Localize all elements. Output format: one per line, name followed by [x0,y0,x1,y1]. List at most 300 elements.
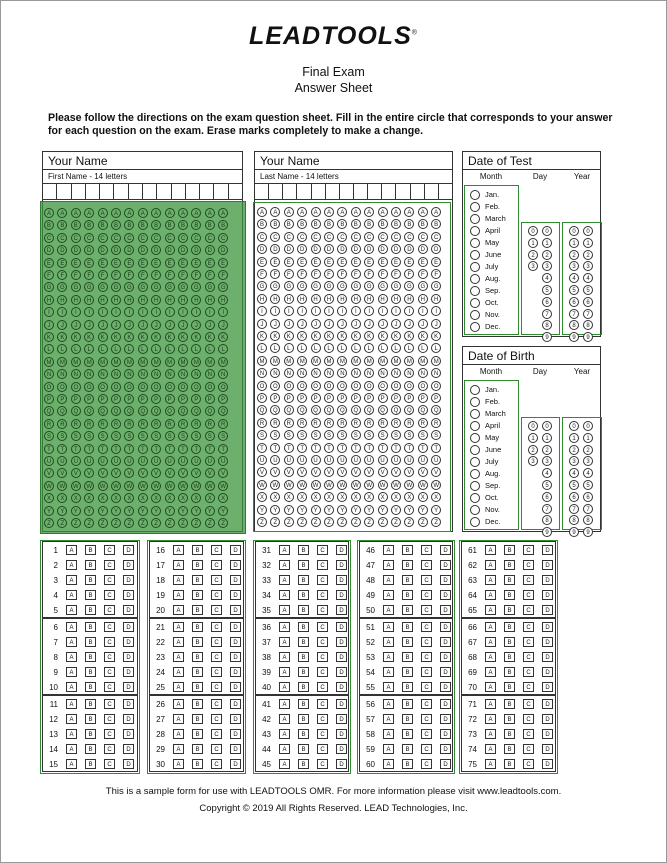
letter-bubble[interactable]: F [270,269,280,279]
letter-bubble[interactable]: Q [151,406,161,416]
answer-choice[interactable]: B [85,729,96,739]
letter-bubble[interactable]: B [311,219,321,229]
letter-bubble[interactable]: N [178,369,188,379]
answer-choice[interactable]: D [440,667,451,677]
letter-bubble[interactable]: A [111,208,121,218]
month-bubble[interactable] [470,214,480,224]
letter-bubble[interactable]: I [57,307,67,317]
letter-bubble[interactable]: M [337,356,347,366]
answer-choice[interactable]: D [336,759,347,769]
answer-choice[interactable]: C [317,590,328,600]
digit-bubble[interactable]: 9 [583,527,593,537]
letter-bubble[interactable]: K [270,331,280,341]
letter-bubble[interactable]: N [364,368,374,378]
letter-bubble[interactable]: U [391,455,401,465]
digit-bubble[interactable]: 2 [583,445,593,455]
letter-bubble[interactable]: Y [138,506,148,516]
letter-bubble[interactable]: Y [337,505,347,515]
letter-bubble[interactable]: T [191,444,201,454]
letter-bubble[interactable]: S [44,431,54,441]
letter-bubble[interactable]: E [418,257,428,267]
letter-bubble[interactable]: J [378,319,388,329]
letter-bubble[interactable]: Z [257,517,267,527]
answer-choice[interactable]: B [192,545,203,555]
letter-bubble[interactable]: V [404,467,414,477]
answer-choice[interactable]: B [85,575,96,585]
answer-choice[interactable]: A [485,744,496,754]
letter-bubble[interactable]: Z [324,517,334,527]
letter-bubble[interactable]: S [364,430,374,440]
letter-bubble[interactable]: S [57,431,67,441]
answer-choice[interactable]: B [402,575,413,585]
answer-choice[interactable]: D [336,667,347,677]
answer-choice[interactable]: B [85,545,96,555]
letter-bubble[interactable]: L [124,344,134,354]
answer-choice[interactable]: B [85,667,96,677]
letter-cell[interactable] [186,184,200,199]
letter-bubble[interactable]: K [218,332,228,342]
answer-choice[interactable]: A [485,545,496,555]
letter-bubble[interactable]: H [391,294,401,304]
letter-bubble[interactable]: F [284,269,294,279]
answer-choice[interactable]: C [104,575,115,585]
letter-bubble[interactable]: J [191,320,201,330]
letter-bubble[interactable]: S [418,430,428,440]
letter-bubble[interactable]: D [364,244,374,254]
letter-bubble[interactable]: F [111,270,121,280]
answer-choice[interactable]: D [123,575,134,585]
letter-bubble[interactable]: A [191,208,201,218]
letter-bubble[interactable]: K [297,331,307,341]
answer-choice[interactable]: B [192,560,203,570]
letter-bubble[interactable]: P [337,393,347,403]
answer-choice[interactable]: C [211,667,222,677]
letter-bubble[interactable]: O [205,382,215,392]
answer-choice[interactable]: B [192,729,203,739]
letter-bubble[interactable]: O [151,382,161,392]
letter-bubble[interactable]: P [364,393,374,403]
letter-cell[interactable] [439,184,452,199]
answer-choice[interactable]: A [383,667,394,677]
letter-bubble[interactable]: M [351,356,361,366]
letter-bubble[interactable]: E [191,258,201,268]
letter-bubble[interactable]: W [418,480,428,490]
answer-choice[interactable]: B [504,759,515,769]
letter-bubble[interactable]: U [311,455,321,465]
letter-bubble[interactable]: C [44,233,54,243]
answer-choice[interactable]: B [192,575,203,585]
letter-bubble[interactable]: R [111,419,121,429]
letter-bubble[interactable]: H [84,295,94,305]
letter-bubble[interactable]: Y [431,505,441,515]
test-month-column[interactable] [464,185,519,335]
letter-bubble[interactable]: E [218,258,228,268]
letter-bubble[interactable]: N [124,369,134,379]
letter-bubble[interactable]: I [178,307,188,317]
answer-choice[interactable]: C [317,759,328,769]
letter-bubble[interactable]: Z [297,517,307,527]
letter-bubble[interactable]: N [351,368,361,378]
letter-bubble[interactable]: X [418,492,428,502]
letter-bubble[interactable]: O [404,381,414,391]
answer-choice[interactable]: A [383,729,394,739]
answer-choice[interactable]: A [66,682,77,692]
letter-bubble[interactable]: N [71,369,81,379]
letter-bubble[interactable]: G [124,282,134,292]
letter-bubble[interactable]: J [431,319,441,329]
letter-bubble[interactable]: F [418,269,428,279]
answer-choice[interactable]: B [85,590,96,600]
letter-bubble[interactable]: E [284,257,294,267]
letter-bubble[interactable]: A [431,207,441,217]
letter-bubble[interactable]: D [257,244,267,254]
answer-choice[interactable]: B [192,744,203,754]
answer-choice[interactable]: D [123,622,134,632]
answer-choice[interactable]: B [504,605,515,615]
letter-bubble[interactable]: F [431,269,441,279]
letter-bubble[interactable]: F [84,270,94,280]
letter-bubble[interactable]: K [71,332,81,342]
letter-bubble[interactable]: R [138,419,148,429]
letter-bubble[interactable]: I [324,306,334,316]
letter-bubble[interactable]: V [205,468,215,478]
letter-cell[interactable] [396,184,410,199]
letter-bubble[interactable]: E [98,258,108,268]
letter-bubble[interactable]: S [218,431,228,441]
letter-bubble[interactable]: Z [431,517,441,527]
letter-bubble[interactable]: X [98,493,108,503]
letter-bubble[interactable]: A [57,208,67,218]
letter-bubble[interactable]: K [165,332,175,342]
letter-bubble[interactable]: F [98,270,108,280]
answer-choice[interactable]: D [440,729,451,739]
letter-bubble[interactable]: W [404,480,414,490]
letter-bubble[interactable]: Q [337,405,347,415]
answer-choice[interactable]: C [211,759,222,769]
letter-bubble[interactable]: Z [124,518,134,528]
answer-choice[interactable]: B [192,622,203,632]
letter-bubble[interactable]: W [178,481,188,491]
letter-bubble[interactable]: O [257,381,267,391]
letter-bubble[interactable]: Q [44,406,54,416]
letter-bubble[interactable]: Q [431,405,441,415]
letter-bubble[interactable]: S [84,431,94,441]
letter-bubble[interactable]: D [84,245,94,255]
letter-bubble[interactable]: Q [378,405,388,415]
letter-bubble[interactable]: B [178,220,188,230]
letter-bubble[interactable]: G [151,282,161,292]
answer-choice[interactable]: C [317,667,328,677]
answer-choice[interactable]: C [523,575,534,585]
letter-bubble[interactable]: H [270,294,280,304]
letter-bubble[interactable]: L [205,344,215,354]
letter-bubble[interactable]: E [337,257,347,267]
answer-choice[interactable]: A [66,699,77,709]
answer-choice[interactable]: D [440,560,451,570]
letter-bubble[interactable]: X [351,492,361,502]
letter-bubble[interactable]: L [165,344,175,354]
answer-choice[interactable]: B [298,575,309,585]
letter-bubble[interactable]: P [138,394,148,404]
letter-bubble[interactable]: C [284,232,294,242]
answer-choice[interactable]: D [542,744,553,754]
letter-bubble[interactable]: L [337,343,347,353]
answer-choice[interactable]: A [383,682,394,692]
letter-bubble[interactable]: S [138,431,148,441]
digit-bubble[interactable]: 9 [569,332,579,342]
answer-choice[interactable]: C [421,652,432,662]
answer-choice[interactable]: D [542,545,553,555]
month-bubble[interactable] [470,202,480,212]
letter-bubble[interactable]: S [378,430,388,440]
answer-choice[interactable]: D [440,622,451,632]
letter-bubble[interactable]: L [138,344,148,354]
letter-bubble[interactable]: D [431,244,441,254]
birth-day-column[interactable] [521,417,560,537]
letter-bubble[interactable]: A [257,207,267,217]
letter-bubble[interactable]: G [218,282,228,292]
answer-choice[interactable]: C [317,714,328,724]
answer-choice[interactable]: B [298,714,309,724]
answer-choice[interactable]: C [421,622,432,632]
letter-bubble[interactable]: B [378,219,388,229]
letter-bubble[interactable]: M [218,357,228,367]
digit-bubble[interactable]: 8 [569,515,579,525]
answer-choice[interactable]: B [192,605,203,615]
letter-bubble[interactable]: X [284,492,294,502]
letter-bubble[interactable]: O [418,381,428,391]
letter-cell[interactable] [269,184,283,199]
letter-bubble[interactable]: B [364,219,374,229]
month-bubble[interactable] [470,250,480,260]
letter-bubble[interactable]: Y [165,506,175,516]
letter-bubble[interactable]: H [257,294,267,304]
answer-choice[interactable]: C [104,714,115,724]
digit-bubble[interactable]: 5 [583,480,593,490]
letter-bubble[interactable]: E [391,257,401,267]
answer-choice[interactable]: B [504,637,515,647]
answer-choice[interactable]: A [279,560,290,570]
letter-bubble[interactable]: G [311,281,321,291]
answer-choice[interactable]: D [230,560,241,570]
letter-bubble[interactable]: W [270,480,280,490]
letter-bubble[interactable]: M [151,357,161,367]
answer-choice[interactable]: D [230,545,241,555]
answer-choice[interactable]: D [230,667,241,677]
answer-choice[interactable]: A [66,744,77,754]
letter-bubble[interactable]: T [404,443,414,453]
letter-bubble[interactable]: R [151,419,161,429]
digit-bubble[interactable]: 1 [542,238,552,248]
answer-choice[interactable]: A [383,759,394,769]
letter-bubble[interactable]: R [165,419,175,429]
letter-bubble[interactable]: Y [284,505,294,515]
letter-bubble[interactable]: R [270,418,280,428]
letter-bubble[interactable]: H [324,294,334,304]
digit-bubble[interactable]: 7 [542,309,552,319]
letter-bubble[interactable]: N [57,369,67,379]
letter-bubble[interactable]: V [391,467,401,477]
letter-bubble[interactable]: U [284,455,294,465]
answer-choice[interactable]: B [298,729,309,739]
letter-bubble[interactable]: P [71,394,81,404]
answer-choice[interactable]: D [336,729,347,739]
letter-bubble[interactable]: I [351,306,361,316]
letter-bubble[interactable]: I [297,306,307,316]
answer-choice[interactable]: D [542,714,553,724]
letter-bubble[interactable]: A [351,207,361,217]
answer-choice[interactable]: A [485,759,496,769]
letter-bubble[interactable]: Y [364,505,374,515]
letter-bubble[interactable]: V [165,468,175,478]
answer-choice[interactable]: B [192,759,203,769]
month-bubble[interactable] [470,481,480,491]
letter-bubble[interactable]: C [378,232,388,242]
letter-bubble[interactable]: M [418,356,428,366]
letter-bubble[interactable]: R [44,419,54,429]
letter-bubble[interactable]: V [138,468,148,478]
answer-choice[interactable]: A [485,575,496,585]
letter-bubble[interactable]: L [378,343,388,353]
letter-bubble[interactable]: U [191,456,201,466]
letter-bubble[interactable]: W [111,481,121,491]
letter-bubble[interactable]: T [257,443,267,453]
letter-bubble[interactable]: O [351,381,361,391]
digit-bubble[interactable]: 2 [542,445,552,455]
answer-choice[interactable]: D [230,714,241,724]
answer-choice[interactable]: B [298,560,309,570]
answer-choice[interactable]: B [504,545,515,555]
answer-choice[interactable]: C [421,744,432,754]
letter-bubble[interactable]: O [324,381,334,391]
letter-bubble[interactable]: B [205,220,215,230]
digit-bubble[interactable]: 7 [583,504,593,514]
digit-bubble[interactable]: 2 [569,445,579,455]
letter-bubble[interactable]: L [191,344,201,354]
letter-bubble[interactable]: T [151,444,161,454]
letter-bubble[interactable]: A [84,208,94,218]
answer-choice[interactable]: D [123,605,134,615]
letter-bubble[interactable]: G [364,281,374,291]
letter-bubble[interactable]: I [191,307,201,317]
letter-bubble[interactable]: Q [257,405,267,415]
letter-bubble[interactable]: C [364,232,374,242]
answer-choice[interactable]: B [504,622,515,632]
letter-bubble[interactable]: O [57,382,67,392]
letter-bubble[interactable]: S [191,431,201,441]
answer-choice[interactable]: D [542,699,553,709]
digit-bubble[interactable]: 7 [569,309,579,319]
digit-bubble[interactable]: 3 [583,456,593,466]
answer-choice[interactable]: B [192,667,203,677]
letter-bubble[interactable]: Q [84,406,94,416]
answer-choice[interactable]: B [402,605,413,615]
letter-bubble[interactable]: H [364,294,374,304]
letter-cell[interactable] [114,184,128,199]
month-bubble[interactable] [470,286,480,296]
answer-choice[interactable]: A [279,744,290,754]
letter-bubble[interactable]: E [71,258,81,268]
letter-bubble[interactable]: Z [391,517,401,527]
letter-bubble[interactable]: Q [404,405,414,415]
letter-bubble[interactable]: E [351,257,361,267]
answer-choice[interactable]: B [402,744,413,754]
answer-choice[interactable]: C [317,699,328,709]
letter-bubble[interactable]: Y [311,505,321,515]
letter-bubble[interactable]: A [44,208,54,218]
letter-bubble[interactable]: B [257,219,267,229]
letter-bubble[interactable]: I [364,306,374,316]
letter-bubble[interactable]: W [311,480,321,490]
answer-choice[interactable]: A [383,714,394,724]
answer-choice[interactable]: A [279,759,290,769]
letter-bubble[interactable]: D [205,245,215,255]
letter-bubble[interactable]: M [57,357,67,367]
letter-bubble[interactable]: B [351,219,361,229]
digit-bubble[interactable]: 6 [569,492,579,502]
answer-choice[interactable]: D [440,652,451,662]
last-name-bubble-grid[interactable] [253,202,451,532]
letter-bubble[interactable]: W [378,480,388,490]
month-bubble[interactable] [470,409,480,419]
answer-choice[interactable]: C [104,637,115,647]
letter-bubble[interactable]: X [84,493,94,503]
answer-choice[interactable]: A [173,560,184,570]
first-name-letter-cells[interactable] [43,184,242,200]
letter-bubble[interactable]: P [378,393,388,403]
letter-bubble[interactable]: M [284,356,294,366]
letter-bubble[interactable]: K [431,331,441,341]
letter-bubble[interactable]: N [44,369,54,379]
letter-bubble[interactable]: N [270,368,280,378]
letter-bubble[interactable]: D [337,244,347,254]
answer-choice[interactable]: A [279,575,290,585]
letter-bubble[interactable]: X [165,493,175,503]
letter-bubble[interactable]: M [111,357,121,367]
letter-bubble[interactable]: J [84,320,94,330]
letter-bubble[interactable]: A [178,208,188,218]
letter-bubble[interactable]: Y [191,506,201,516]
digit-bubble[interactable]: 0 [569,421,579,431]
letter-bubble[interactable]: G [324,281,334,291]
month-bubble[interactable] [470,238,480,248]
letter-bubble[interactable]: A [71,208,81,218]
letter-bubble[interactable]: K [311,331,321,341]
letter-bubble[interactable]: E [165,258,175,268]
letter-bubble[interactable]: M [84,357,94,367]
answer-choice[interactable]: C [523,652,534,662]
answer-choice[interactable]: A [279,652,290,662]
letter-bubble[interactable]: V [98,468,108,478]
letter-bubble[interactable]: C [165,233,175,243]
letter-bubble[interactable]: P [44,394,54,404]
answer-choice[interactable]: B [298,637,309,647]
last-name-letter-cells[interactable] [255,184,452,200]
digit-bubble[interactable]: 9 [542,527,552,537]
answer-choice[interactable]: D [542,575,553,585]
letter-bubble[interactable]: P [284,393,294,403]
letter-bubble[interactable]: O [218,382,228,392]
answer-choice[interactable]: C [523,759,534,769]
answer-choice[interactable]: C [421,667,432,677]
answer-choice[interactable]: B [192,652,203,662]
letter-bubble[interactable]: J [57,320,67,330]
answer-choice[interactable]: D [123,729,134,739]
answer-choice[interactable]: C [421,575,432,585]
letter-bubble[interactable]: L [84,344,94,354]
letter-bubble[interactable]: M [124,357,134,367]
letter-bubble[interactable]: R [257,418,267,428]
